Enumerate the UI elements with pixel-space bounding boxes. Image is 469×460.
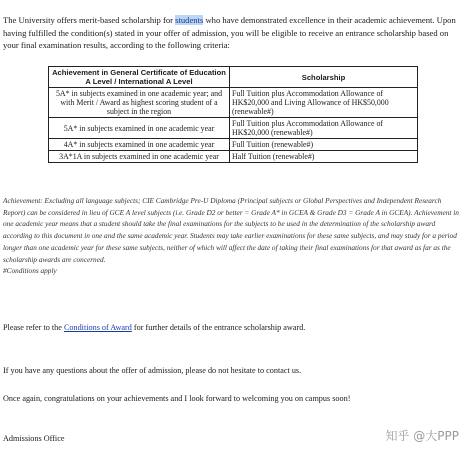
achievement-column-header: Achievement in General Certificate of Education A Level / International A Level	[49, 67, 230, 88]
achievement-note	[3, 195, 465, 277]
table-row	[49, 88, 418, 118]
scholarship-cell: Half Tuition (renewable#)	[230, 151, 418, 163]
watermark	[385, 427, 459, 444]
congratulations-paragraph: Once again, congratulations on your achievements and I look forward to welcoming you on campus soon!	[3, 394, 351, 403]
achievement-cell: 4A* in subjects examined in one academic year	[49, 139, 230, 151]
scholarship-cell: Full Tuition (renewable#)	[230, 139, 418, 151]
table-header-row	[49, 67, 418, 88]
highlighted-word: students	[175, 15, 204, 25]
intro-paragraph	[3, 14, 465, 52]
achievement-cell: 5A* in subjects examined in one academic year	[49, 118, 230, 139]
refer-text-after: for further details of the entrance scholarship award.	[131, 323, 306, 332]
watermark-text: 知乎 @大PPP	[385, 429, 459, 443]
achievement-cell: 5A* in subjects examined in one academic year; and with Merit / Award as highest scoring student of a subject in the region	[49, 88, 230, 118]
scholarship-table	[48, 66, 418, 163]
questions-paragraph: If you have any questions about the offer of admission, please do not hesitate to contact us.	[3, 366, 302, 375]
refer-text-before: Please refer to the	[3, 323, 64, 332]
intro-text-before: The University offers merit-based scholarship for	[3, 15, 176, 25]
scholarship-cell: Full Tuition plus Accommodation Allowance of HK$20,000 (renewable#)	[230, 118, 418, 139]
scholarship-cell: Full Tuition plus Accommodation Allowance of HK$20,000 and Living Allowance of HK$50,000 (renewable#)	[230, 88, 418, 118]
scholarship-column-header: Scholarship	[230, 67, 418, 88]
conditions-of-award-link[interactable]: Conditions of Award	[63, 323, 132, 332]
table-row	[49, 151, 418, 163]
table-row	[49, 139, 418, 151]
conditions-apply-note: #Conditions apply	[3, 266, 57, 276]
signoff: Admissions Office	[3, 434, 65, 443]
table-row	[49, 118, 418, 139]
refer-paragraph	[3, 322, 305, 333]
achievement-note-text: Achievement: Excluding all language subjects; CIE Cambridge Pre-U Diploma (Principal subjects or Global Perspectives and Independent Research Report) can be considered in lieu of GCE A level subjects (i.e. Grade D2 or better = Grade A* in GCEA & Grade D3 = Grade A in GCEA). Achievement in one academic year means that a student should take the final examinations for the subjects to be used in the determination of the scholarship award according to this document in one and the same academic year. Students may take earlier examinations for these same subjects, and may study for a period longer than one academic year for these same subjects, neither of which will affect the date of taking their final examinations for that award as far as the scholarship awards are concerned.	[3, 196, 459, 264]
achievement-cell: 3A*1A in subjects examined in one academic year	[49, 151, 230, 163]
intro-text-after: who have demonstrated excellence in their academic achievement. Upon having fulfilled the condition(s) stated in your offer of admission, you will be eligible to receive an entrance scholarship based on your final examination results, according to the following criteria:	[3, 15, 456, 51]
